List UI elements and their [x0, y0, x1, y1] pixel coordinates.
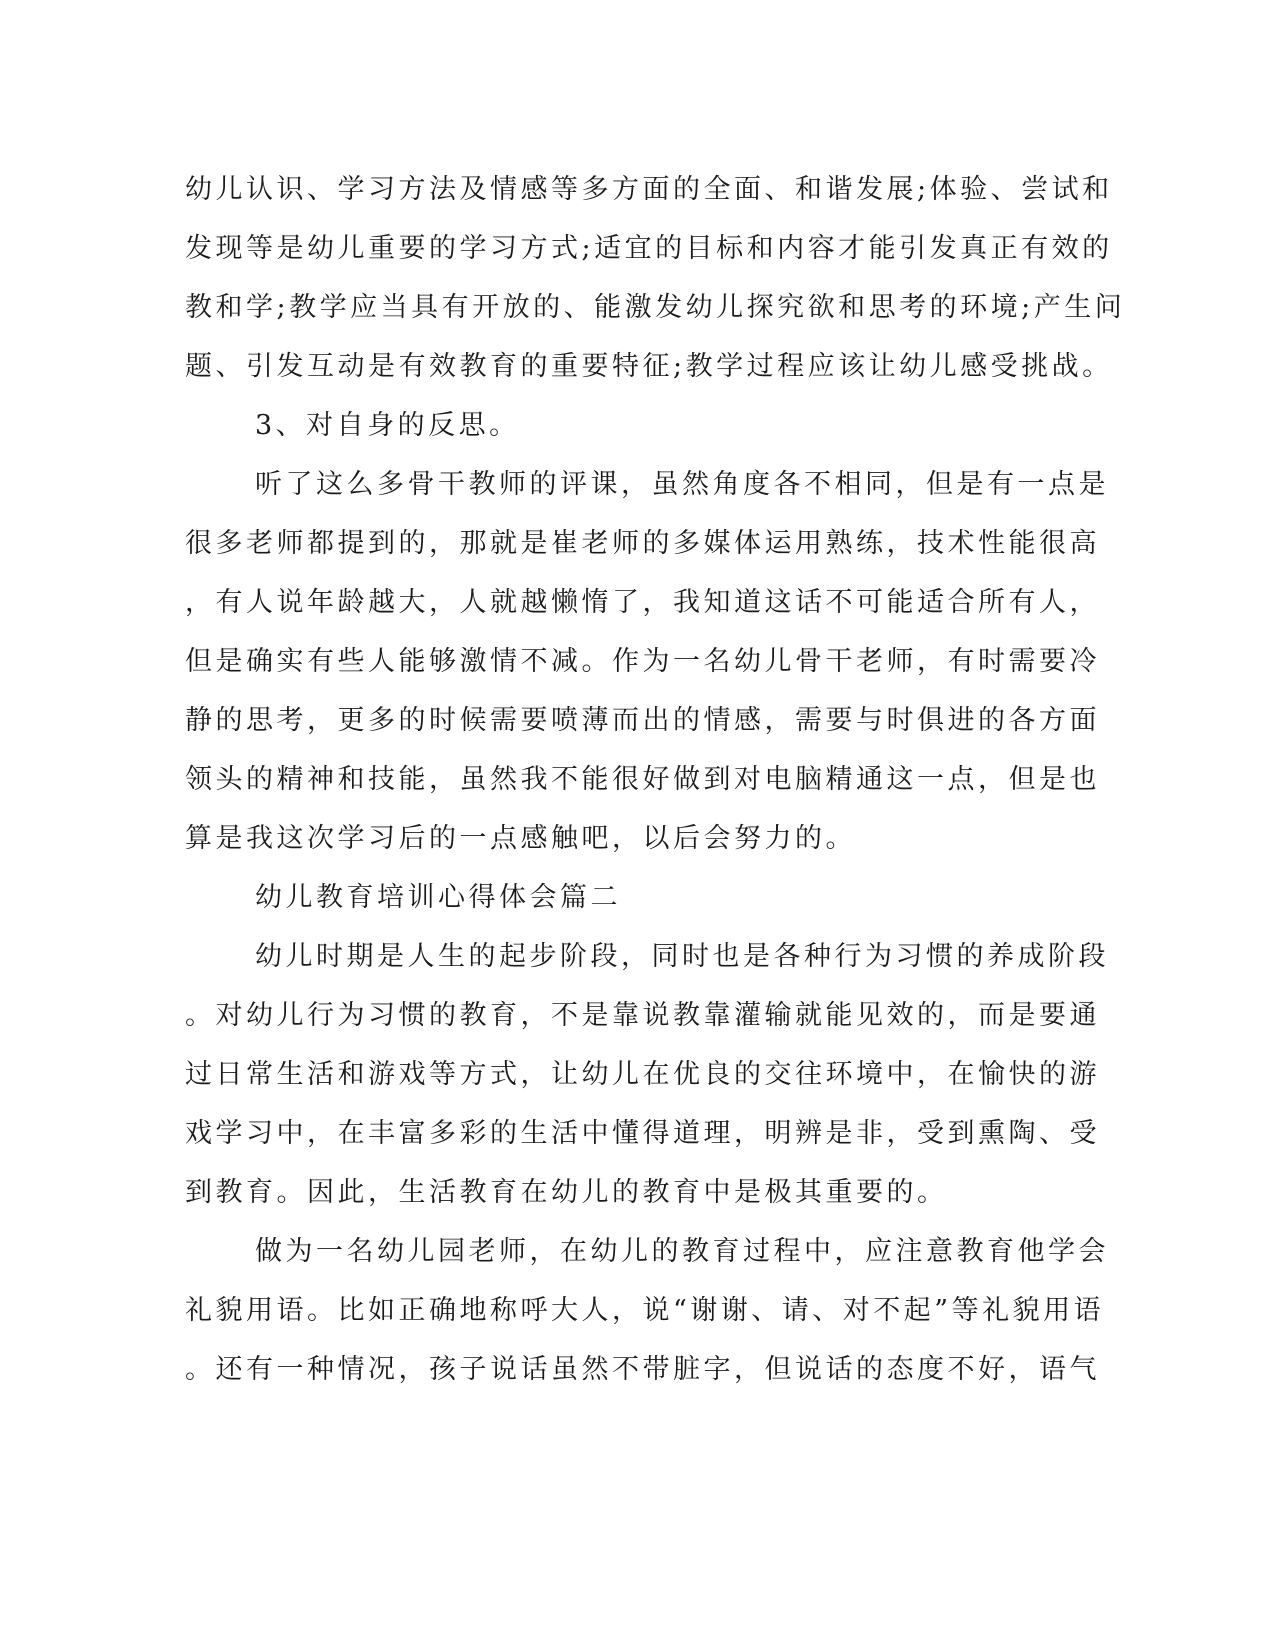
- text-line: 到教育。因此，生活教育在幼儿的教育中是极其重要的。: [185, 1177, 948, 1208]
- text-line: 过日常生活和游戏等方式，让幼儿在优良的交往环境中，在愉快的游: [185, 1059, 1100, 1090]
- text-line: 幼儿认识、学习方法及情感等多方面的全面、和谐发展;体验、尝试和: [185, 174, 1113, 205]
- text-line: 幼儿时期是人生的起步阶段，同时也是各种行为习惯的养成阶段: [255, 941, 1109, 972]
- section-heading: 3、对自身的反思。: [255, 410, 520, 441]
- text-line: 题、引发互动是有效教育的重要特征;教学过程应该让幼儿感受挑战。: [185, 351, 1113, 382]
- body-text: [185, 160, 1126, 1399]
- text-line: 礼貌用语。比如正确地称呼大人，说“谢谢、请、对不起”等礼貌用语: [185, 1295, 1105, 1326]
- text-line: 听了这么多骨干教师的评课，虽然角度各不相同，但是有一点是: [255, 469, 1109, 500]
- text-line: 静的思考，更多的时候需要喷薄而出的情感，需要与时俱进的各方面: [185, 705, 1100, 736]
- text-line: 教和学;教学应当具有开放的、能激发幼儿探究欲和思考的环境;产生问: [185, 292, 1126, 323]
- text-line: 算是我这次学习后的一点感触吧，以后会努力的。: [185, 823, 856, 854]
- text-line: 戏学习中，在丰富多彩的生活中懂得道理，明辨是非，受到熏陶、受: [185, 1118, 1100, 1149]
- text-line: 做为一名幼儿园老师，在幼儿的教育过程中，应注意教育他学会: [255, 1236, 1109, 1267]
- text-line: 但是确实有些人能够激情不减。作为一名幼儿骨干老师，有时需要冷: [185, 646, 1100, 677]
- text-line: 发现等是幼儿重要的学习方式;适宜的目标和内容才能引发真正有效的: [185, 233, 1113, 264]
- text-line: ，有人说年龄越大，人就越懒惰了，我知道这话不可能适合所有人，: [185, 587, 1100, 618]
- text-line: 领头的精神和技能，虽然我不能很好做到对电脑精通这一点，但是也: [185, 764, 1100, 795]
- article-title: 幼儿教育培训心得体会篇二: [255, 882, 621, 913]
- text-line: 。还有一种情况，孩子说话虽然不带脏字，但说话的态度不好，语气: [185, 1354, 1100, 1385]
- text-line: 。对幼儿行为习惯的教育，不是靠说教靠灌输就能见效的，而是要通: [185, 1000, 1100, 1031]
- text-line: 很多老师都提到的，那就是崔老师的多媒体运用熟练，技术性能很高: [185, 528, 1100, 559]
